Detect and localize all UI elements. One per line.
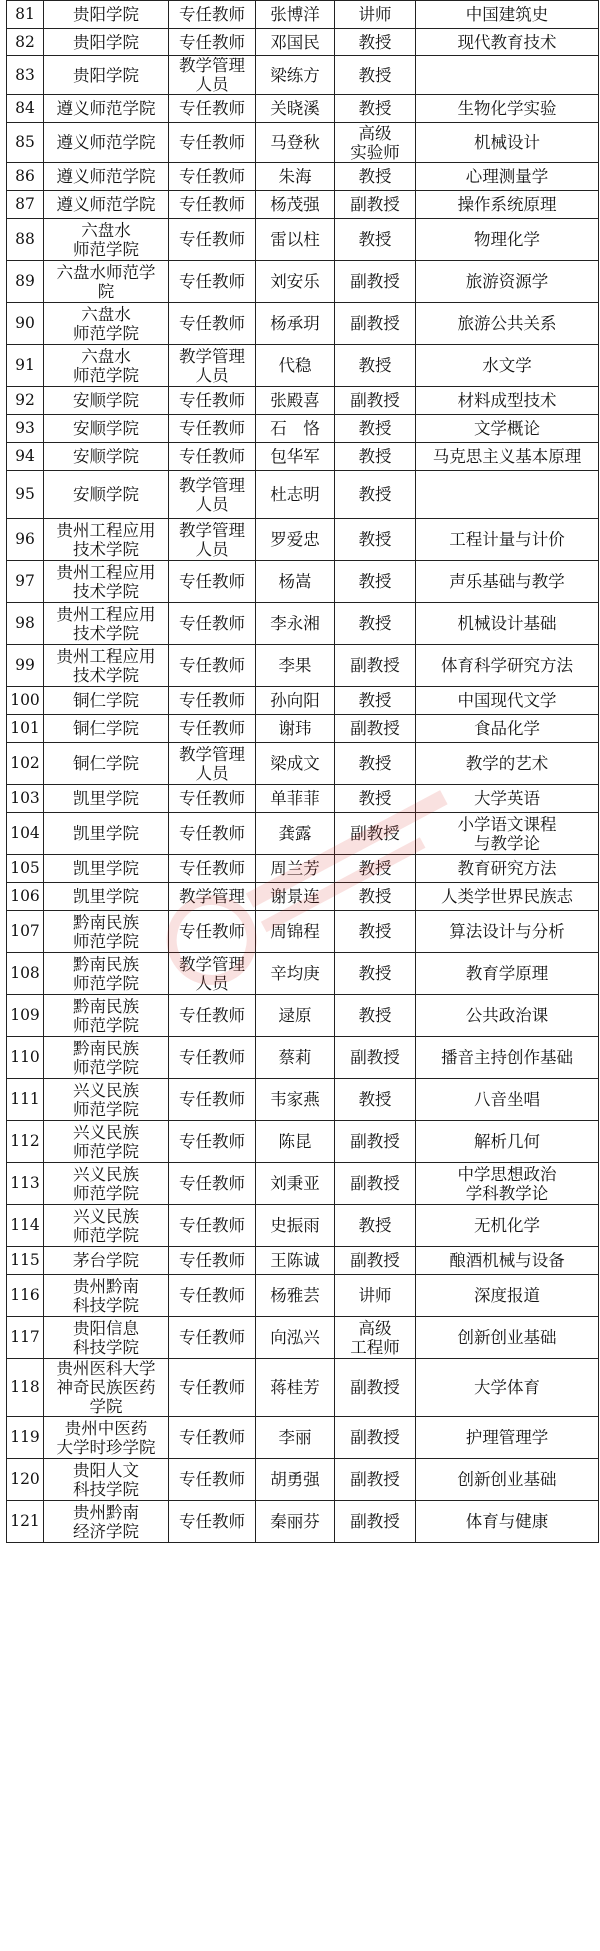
name-cell: 张博洋 (256, 1, 335, 29)
table-row (7, 1037, 599, 1079)
category-cell: 专任教师 (169, 163, 256, 191)
category-cell: 专任教师 (169, 1079, 256, 1121)
course-cell: 声乐基础与教学 (416, 561, 599, 603)
category-cell: 专任教师 (169, 1417, 256, 1459)
category-cell: 专任教师 (169, 715, 256, 743)
title-cell: 教授 (335, 953, 416, 995)
school-cell: 遵义师范学院 (44, 191, 169, 219)
school-cell: 贵州黔南 科技学院 (44, 1275, 169, 1317)
table-row (7, 471, 599, 519)
no-cell: 99 (7, 645, 44, 687)
table-row (7, 1459, 599, 1501)
course-cell: 中国现代文学 (416, 687, 599, 715)
title-cell: 副教授 (335, 1037, 416, 1079)
name-cell: 包华军 (256, 443, 335, 471)
table-row (7, 855, 599, 883)
category-cell: 专任教师 (169, 1317, 256, 1359)
school-cell: 安顺学院 (44, 387, 169, 415)
category-cell: 专任教师 (169, 561, 256, 603)
title-cell: 讲师 (335, 1275, 416, 1317)
name-cell: 史振雨 (256, 1205, 335, 1247)
name-cell: 龚露 (256, 813, 335, 855)
name-cell: 杨承玥 (256, 303, 335, 345)
title-cell: 副教授 (335, 1247, 416, 1275)
title-cell: 教授 (335, 345, 416, 387)
no-cell: 103 (7, 785, 44, 813)
title-cell: 副教授 (335, 1417, 416, 1459)
course-cell: 播音主持创作基础 (416, 1037, 599, 1079)
course-cell: 物理化学 (416, 219, 599, 261)
title-cell: 副教授 (335, 1459, 416, 1501)
table-row (7, 219, 599, 261)
no-cell: 84 (7, 95, 44, 123)
no-cell: 119 (7, 1417, 44, 1459)
category-cell: 专任教师 (169, 219, 256, 261)
no-cell: 91 (7, 345, 44, 387)
name-cell: 孙向阳 (256, 687, 335, 715)
table-row (7, 56, 599, 95)
category-cell: 专任教师 (169, 645, 256, 687)
school-cell: 贵州工程应用 技术学院 (44, 645, 169, 687)
no-cell: 85 (7, 123, 44, 163)
title-cell: 副教授 (335, 715, 416, 743)
school-cell: 凯里学院 (44, 813, 169, 855)
school-cell: 六盘水 师范学院 (44, 303, 169, 345)
table-row (7, 303, 599, 345)
course-cell: 马克思主义基本原理 (416, 443, 599, 471)
no-cell: 82 (7, 29, 44, 56)
school-cell: 兴义民族 师范学院 (44, 1205, 169, 1247)
title-cell: 高级 实验师 (335, 123, 416, 163)
name-cell: 秦丽芬 (256, 1501, 335, 1543)
table-row (7, 1163, 599, 1205)
title-cell: 教授 (335, 687, 416, 715)
name-cell: 邓国民 (256, 29, 335, 56)
category-cell: 专任教师 (169, 443, 256, 471)
name-cell: 李永湘 (256, 603, 335, 645)
no-cell: 97 (7, 561, 44, 603)
table-row (7, 1275, 599, 1317)
name-cell: 朱海 (256, 163, 335, 191)
no-cell: 118 (7, 1359, 44, 1417)
no-cell: 102 (7, 743, 44, 785)
name-cell: 韦家燕 (256, 1079, 335, 1121)
title-cell: 高级 工程师 (335, 1317, 416, 1359)
no-cell: 117 (7, 1317, 44, 1359)
category-cell: 专任教师 (169, 813, 256, 855)
category-cell: 专任教师 (169, 911, 256, 953)
table-row (7, 995, 599, 1037)
category-cell: 专任教师 (169, 1037, 256, 1079)
title-cell: 教授 (335, 1205, 416, 1247)
no-cell: 93 (7, 415, 44, 443)
school-cell: 黔南民族 师范学院 (44, 1037, 169, 1079)
teacher-list-table (6, 0, 599, 1543)
name-cell: 石 恪 (256, 415, 335, 443)
category-cell: 教学管理 人员 (169, 471, 256, 519)
table-row (7, 191, 599, 219)
name-cell: 逯原 (256, 995, 335, 1037)
name-cell: 周兰芳 (256, 855, 335, 883)
school-cell: 凯里学院 (44, 855, 169, 883)
category-cell: 专任教师 (169, 1163, 256, 1205)
school-cell: 黔南民族 师范学院 (44, 953, 169, 995)
school-cell: 贵州黔南 经济学院 (44, 1501, 169, 1543)
table-row (7, 415, 599, 443)
table-row (7, 95, 599, 123)
course-cell: 算法设计与分析 (416, 911, 599, 953)
school-cell: 贵州医科大学 神奇民族医药 学院 (44, 1359, 169, 1417)
no-cell: 121 (7, 1501, 44, 1543)
table-row (7, 687, 599, 715)
no-cell: 114 (7, 1205, 44, 1247)
category-cell: 专任教师 (169, 95, 256, 123)
title-cell: 教授 (335, 219, 416, 261)
name-cell: 梁练方 (256, 56, 335, 95)
category-cell: 专任教师 (169, 1459, 256, 1501)
table-row (7, 163, 599, 191)
school-cell: 铜仁学院 (44, 715, 169, 743)
table-row (7, 29, 599, 56)
no-cell: 107 (7, 911, 44, 953)
no-cell: 110 (7, 1037, 44, 1079)
course-cell: 人类学世界民族志 (416, 883, 599, 911)
category-cell: 专任教师 (169, 995, 256, 1037)
table-row (7, 1501, 599, 1543)
table-row (7, 519, 599, 561)
course-cell (416, 56, 599, 95)
category-cell: 教学管理 人员 (169, 345, 256, 387)
no-cell: 95 (7, 471, 44, 519)
no-cell: 101 (7, 715, 44, 743)
course-cell: 体育与健康 (416, 1501, 599, 1543)
name-cell: 蒋桂芳 (256, 1359, 335, 1417)
no-cell: 87 (7, 191, 44, 219)
name-cell: 单菲菲 (256, 785, 335, 813)
table-row (7, 645, 599, 687)
title-cell: 教授 (335, 415, 416, 443)
name-cell: 张殿喜 (256, 387, 335, 415)
school-cell: 铜仁学院 (44, 743, 169, 785)
title-cell: 副教授 (335, 1163, 416, 1205)
name-cell: 杨茂强 (256, 191, 335, 219)
no-cell: 115 (7, 1247, 44, 1275)
title-cell: 副教授 (335, 191, 416, 219)
no-cell: 100 (7, 687, 44, 715)
table-row (7, 1247, 599, 1275)
name-cell: 马登秋 (256, 123, 335, 163)
title-cell: 教授 (335, 743, 416, 785)
category-cell: 专任教师 (169, 1247, 256, 1275)
category-cell: 专任教师 (169, 29, 256, 56)
school-cell: 贵州工程应用 技术学院 (44, 519, 169, 561)
title-cell: 教授 (335, 163, 416, 191)
title-cell: 教授 (335, 561, 416, 603)
title-cell: 教授 (335, 911, 416, 953)
course-cell: 机械设计基础 (416, 603, 599, 645)
name-cell: 李丽 (256, 1417, 335, 1459)
table-row (7, 387, 599, 415)
category-cell: 教学管理 人员 (169, 519, 256, 561)
category-cell: 专任教师 (169, 261, 256, 303)
table-row (7, 911, 599, 953)
table-body (7, 1, 599, 1543)
no-cell: 106 (7, 883, 44, 911)
category-cell: 专任教师 (169, 855, 256, 883)
course-cell: 旅游公共关系 (416, 303, 599, 345)
title-cell: 教授 (335, 29, 416, 56)
no-cell: 112 (7, 1121, 44, 1163)
course-cell: 解析几何 (416, 1121, 599, 1163)
no-cell: 94 (7, 443, 44, 471)
name-cell: 杨嵩 (256, 561, 335, 603)
school-cell: 贵阳学院 (44, 56, 169, 95)
title-cell: 教授 (335, 883, 416, 911)
title-cell: 讲师 (335, 1, 416, 29)
table-row (7, 1079, 599, 1121)
school-cell: 贵州中医药 大学时珍学院 (44, 1417, 169, 1459)
course-cell: 食品化学 (416, 715, 599, 743)
title-cell: 副教授 (335, 261, 416, 303)
course-cell: 生物化学实验 (416, 95, 599, 123)
school-cell: 贵阳学院 (44, 1, 169, 29)
no-cell: 113 (7, 1163, 44, 1205)
category-cell: 专任教师 (169, 191, 256, 219)
no-cell: 104 (7, 813, 44, 855)
table-row (7, 561, 599, 603)
no-cell: 89 (7, 261, 44, 303)
table-row (7, 1, 599, 29)
name-cell: 刘秉亚 (256, 1163, 335, 1205)
title-cell: 教授 (335, 519, 416, 561)
title-cell: 副教授 (335, 1359, 416, 1417)
category-cell: 专任教师 (169, 303, 256, 345)
table-row (7, 813, 599, 855)
school-cell: 贵州工程应用 技术学院 (44, 561, 169, 603)
table-row (7, 123, 599, 163)
title-cell: 教授 (335, 95, 416, 123)
course-cell: 创新创业基础 (416, 1459, 599, 1501)
course-cell: 教育学原理 (416, 953, 599, 995)
school-cell: 茅台学院 (44, 1247, 169, 1275)
course-cell: 工程计量与计价 (416, 519, 599, 561)
course-cell: 小学语文课程 与教学论 (416, 813, 599, 855)
category-cell: 专任教师 (169, 387, 256, 415)
name-cell: 刘安乐 (256, 261, 335, 303)
course-cell: 操作系统原理 (416, 191, 599, 219)
no-cell: 96 (7, 519, 44, 561)
school-cell: 兴义民族 师范学院 (44, 1079, 169, 1121)
name-cell: 代稳 (256, 345, 335, 387)
title-cell: 副教授 (335, 1501, 416, 1543)
title-cell: 教授 (335, 995, 416, 1037)
course-cell: 八音坐唱 (416, 1079, 599, 1121)
name-cell: 关晓溪 (256, 95, 335, 123)
title-cell: 副教授 (335, 303, 416, 345)
course-cell: 现代教育技术 (416, 29, 599, 56)
no-cell: 116 (7, 1275, 44, 1317)
category-cell: 专任教师 (169, 785, 256, 813)
category-cell: 专任教师 (169, 603, 256, 645)
school-cell: 安顺学院 (44, 443, 169, 471)
name-cell: 向泓兴 (256, 1317, 335, 1359)
category-cell: 教学管理 (169, 883, 256, 911)
name-cell: 谢景连 (256, 883, 335, 911)
name-cell: 梁成文 (256, 743, 335, 785)
course-cell: 旅游资源学 (416, 261, 599, 303)
course-cell: 教学的艺术 (416, 743, 599, 785)
name-cell: 雷以柱 (256, 219, 335, 261)
name-cell: 杨雅芸 (256, 1275, 335, 1317)
table-row (7, 345, 599, 387)
school-cell: 遵义师范学院 (44, 95, 169, 123)
no-cell: 98 (7, 603, 44, 645)
no-cell: 109 (7, 995, 44, 1037)
course-cell (416, 471, 599, 519)
category-cell: 专任教师 (169, 1121, 256, 1163)
title-cell: 教授 (335, 56, 416, 95)
school-cell: 铜仁学院 (44, 687, 169, 715)
school-cell: 贵阳信息 科技学院 (44, 1317, 169, 1359)
no-cell: 108 (7, 953, 44, 995)
course-cell: 无机化学 (416, 1205, 599, 1247)
course-cell: 水文学 (416, 345, 599, 387)
title-cell: 教授 (335, 443, 416, 471)
category-cell: 教学管理 人员 (169, 743, 256, 785)
school-cell: 贵阳人文 科技学院 (44, 1459, 169, 1501)
table-row (7, 443, 599, 471)
name-cell: 胡勇强 (256, 1459, 335, 1501)
category-cell: 专任教师 (169, 1205, 256, 1247)
title-cell: 副教授 (335, 645, 416, 687)
name-cell: 陈昆 (256, 1121, 335, 1163)
category-cell: 专任教师 (169, 1501, 256, 1543)
no-cell: 120 (7, 1459, 44, 1501)
course-cell: 大学英语 (416, 785, 599, 813)
name-cell: 辛均庚 (256, 953, 335, 995)
course-cell: 心理测量学 (416, 163, 599, 191)
course-cell: 大学体育 (416, 1359, 599, 1417)
table-row (7, 953, 599, 995)
category-cell: 专任教师 (169, 1275, 256, 1317)
title-cell: 教授 (335, 785, 416, 813)
name-cell: 蔡莉 (256, 1037, 335, 1079)
title-cell: 教授 (335, 471, 416, 519)
title-cell: 副教授 (335, 1121, 416, 1163)
course-cell: 文学概论 (416, 415, 599, 443)
name-cell: 罗爱忠 (256, 519, 335, 561)
school-cell: 凯里学院 (44, 883, 169, 911)
school-cell: 黔南民族 师范学院 (44, 995, 169, 1037)
school-cell: 兴义民族 师范学院 (44, 1121, 169, 1163)
table-row (7, 603, 599, 645)
table-row (7, 715, 599, 743)
no-cell: 92 (7, 387, 44, 415)
school-cell: 凯里学院 (44, 785, 169, 813)
course-cell: 中国建筑史 (416, 1, 599, 29)
table-row (7, 883, 599, 911)
table-row (7, 1317, 599, 1359)
name-cell: 王陈诚 (256, 1247, 335, 1275)
course-cell: 机械设计 (416, 123, 599, 163)
category-cell: 教学管理 人员 (169, 56, 256, 95)
category-cell: 专任教师 (169, 1359, 256, 1417)
title-cell: 教授 (335, 855, 416, 883)
school-cell: 六盘水师范学 院 (44, 261, 169, 303)
title-cell: 教授 (335, 1079, 416, 1121)
course-cell: 酿酒机械与设备 (416, 1247, 599, 1275)
school-cell: 安顺学院 (44, 415, 169, 443)
table-row (7, 1205, 599, 1247)
school-cell: 六盘水 师范学院 (44, 345, 169, 387)
category-cell: 专任教师 (169, 123, 256, 163)
no-cell: 83 (7, 56, 44, 95)
school-cell: 兴义民族 师范学院 (44, 1163, 169, 1205)
name-cell: 谢玮 (256, 715, 335, 743)
school-cell: 遵义师范学院 (44, 163, 169, 191)
no-cell: 88 (7, 219, 44, 261)
title-cell: 副教授 (335, 387, 416, 415)
school-cell: 遵义师范学院 (44, 123, 169, 163)
course-cell: 护理管理学 (416, 1417, 599, 1459)
name-cell: 杜志明 (256, 471, 335, 519)
title-cell: 副教授 (335, 813, 416, 855)
school-cell: 六盘水 师范学院 (44, 219, 169, 261)
school-cell: 安顺学院 (44, 471, 169, 519)
course-cell: 创新创业基础 (416, 1317, 599, 1359)
table-row (7, 743, 599, 785)
category-cell: 专任教师 (169, 415, 256, 443)
category-cell: 专任教师 (169, 1, 256, 29)
category-cell: 教学管理 人员 (169, 953, 256, 995)
no-cell: 90 (7, 303, 44, 345)
school-cell: 黔南民族 师范学院 (44, 911, 169, 953)
table-row (7, 1121, 599, 1163)
table-row (7, 785, 599, 813)
course-cell: 体育科学研究方法 (416, 645, 599, 687)
course-cell: 中学思想政治 学科教学论 (416, 1163, 599, 1205)
course-cell: 深度报道 (416, 1275, 599, 1317)
table-row (7, 261, 599, 303)
table-row (7, 1359, 599, 1417)
title-cell: 教授 (335, 603, 416, 645)
school-cell: 贵阳学院 (44, 29, 169, 56)
no-cell: 105 (7, 855, 44, 883)
no-cell: 81 (7, 1, 44, 29)
course-cell: 材料成型技术 (416, 387, 599, 415)
no-cell: 111 (7, 1079, 44, 1121)
school-cell: 贵州工程应用 技术学院 (44, 603, 169, 645)
course-cell: 教育研究方法 (416, 855, 599, 883)
name-cell: 周锦程 (256, 911, 335, 953)
no-cell: 86 (7, 163, 44, 191)
table-row (7, 1417, 599, 1459)
name-cell: 李果 (256, 645, 335, 687)
course-cell: 公共政治课 (416, 995, 599, 1037)
category-cell: 专任教师 (169, 687, 256, 715)
